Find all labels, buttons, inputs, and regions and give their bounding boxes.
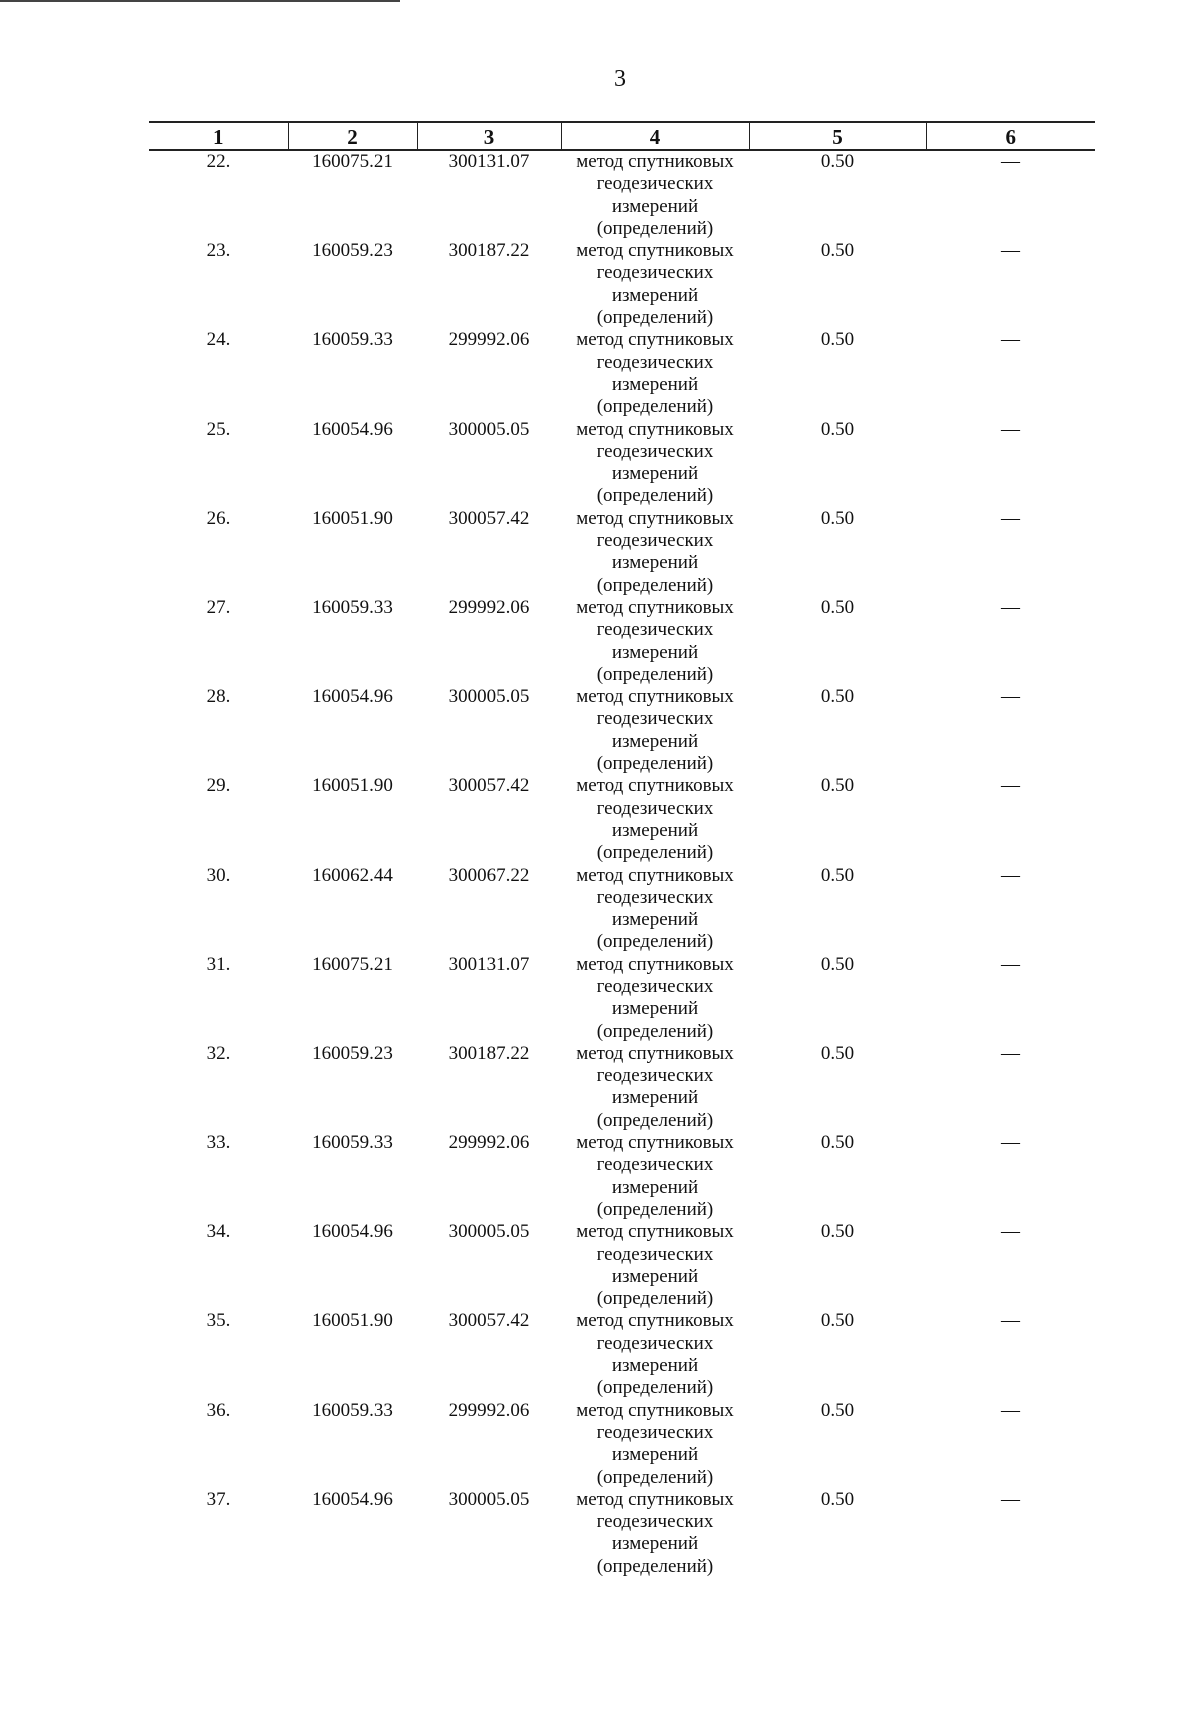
x-coordinate-cell: 160059.33 [312, 329, 393, 351]
table-row [149, 240, 1095, 329]
header-col-6: 6 [926, 122, 1095, 150]
point-number-cell: 28. [206, 686, 231, 708]
method-cell: метод спутниковых геодезических измерений (определений) [576, 1132, 734, 1220]
point-number-cell: 27. [206, 596, 231, 618]
method-cell: метод спутниковых геодезических измерений (определений) [576, 864, 734, 953]
point-number-cell: 30. [206, 864, 231, 886]
x-coordinate-cell: 160059.33 [312, 1132, 393, 1154]
note-cell: — [1001, 240, 1020, 262]
x-coordinate-cell: 160075.21 [312, 151, 393, 172]
method-cell: метод спутниковых геодезических измерений (определений) [576, 953, 734, 1042]
x-coordinate-cell: 160075.21 [312, 953, 393, 975]
note-cell: — [1001, 507, 1020, 529]
point-number-cell: 29. [206, 775, 231, 797]
y-coordinate-cell: 300005.05 [448, 686, 530, 708]
point-number-cell: 31. [206, 953, 231, 975]
y-coordinate-cell: 299992.06 [448, 1399, 530, 1421]
method-cell: метод спутниковых геодезических измерений (определений) [576, 1310, 734, 1399]
accuracy-cell: 0.50 [820, 1488, 855, 1510]
x-coordinate-cell: 160062.44 [312, 864, 393, 886]
method-cell: метод спутниковых геодезических измерений (определений) [576, 329, 734, 418]
y-coordinate-cell: 300057.42 [448, 775, 530, 797]
top-rule [0, 0, 400, 2]
accuracy-cell: 0.50 [820, 864, 855, 886]
accuracy-cell: 0.50 [820, 1132, 855, 1154]
note-cell: — [1001, 418, 1020, 440]
note-cell: — [1001, 686, 1020, 708]
x-coordinate-cell: 160051.90 [312, 507, 393, 529]
x-coordinate-cell: 160054.96 [312, 418, 393, 440]
y-coordinate-cell: 300187.22 [448, 1042, 530, 1064]
point-number-cell: 34. [206, 1221, 231, 1243]
coordinates-table [149, 121, 1095, 1578]
header-col-5: 5 [749, 122, 926, 150]
x-coordinate-cell: 160059.23 [312, 1042, 393, 1064]
y-coordinate-cell: 299992.06 [448, 1132, 530, 1154]
accuracy-cell: 0.50 [820, 1399, 855, 1421]
accuracy-cell: 0.50 [820, 1221, 855, 1243]
accuracy-cell: 0.50 [820, 329, 855, 351]
y-coordinate-cell: 300057.42 [448, 507, 530, 529]
table-row [149, 508, 1095, 597]
header-col-3: 3 [417, 122, 561, 150]
table-row [149, 1310, 1095, 1399]
table-row [149, 686, 1095, 775]
point-number-cell: 25. [206, 418, 231, 440]
table-row [149, 597, 1095, 686]
method-cell: метод спутниковых геодезических измерений (определений) [576, 1042, 734, 1131]
table-row [149, 865, 1095, 954]
point-number-cell: 22. [206, 151, 231, 172]
method-cell: метод спутниковых геодезических измерений (определений) [576, 686, 734, 775]
note-cell: — [1001, 775, 1020, 797]
y-coordinate-cell: 300005.05 [448, 418, 530, 440]
accuracy-cell: 0.50 [820, 418, 855, 440]
table-row [149, 1489, 1095, 1578]
y-coordinate-cell: 300131.07 [448, 953, 530, 975]
y-coordinate-cell: 300057.42 [448, 1310, 530, 1332]
point-number-cell: 36. [206, 1399, 231, 1421]
header-col-1: 1 [149, 122, 288, 150]
y-coordinate-cell: 299992.06 [448, 329, 530, 351]
x-coordinate-cell: 160054.96 [312, 1488, 393, 1510]
accuracy-cell: 0.50 [820, 507, 855, 529]
method-cell: метод спутниковых геодезических измерений (определений) [576, 418, 734, 507]
method-cell: метод спутниковых геодезических измерений (определений) [576, 507, 734, 596]
point-number-cell: 33. [206, 1132, 231, 1154]
y-coordinate-cell: 300005.05 [448, 1488, 530, 1510]
y-coordinate-cell: 300187.22 [448, 240, 530, 262]
accuracy-cell: 0.50 [820, 1310, 855, 1332]
table-row [149, 1400, 1095, 1489]
table-row [149, 775, 1095, 864]
method-cell: метод спутниковых геодезических измерений (определений) [576, 1399, 734, 1488]
method-cell: метод спутниковых геодезических измерений (определений) [576, 240, 734, 329]
table-body [149, 150, 1095, 1578]
note-cell: — [1001, 1488, 1020, 1510]
accuracy-cell: 0.50 [820, 596, 855, 618]
table-row [149, 419, 1095, 508]
accuracy-cell: 0.50 [820, 240, 855, 262]
method-cell: метод спутниковых геодезических измерений (определений) [576, 596, 734, 685]
accuracy-cell: 0.50 [820, 1042, 855, 1064]
note-cell: — [1001, 596, 1020, 618]
header-col-4: 4 [561, 122, 749, 150]
point-number-cell: 37. [206, 1488, 231, 1510]
note-cell: — [1001, 151, 1020, 172]
x-coordinate-cell: 160051.90 [312, 775, 393, 797]
accuracy-cell: 0.50 [820, 686, 855, 708]
point-number-cell: 24. [206, 329, 231, 351]
table-row [149, 1132, 1095, 1221]
x-coordinate-cell: 160059.23 [312, 240, 393, 262]
table-row [149, 1043, 1095, 1132]
accuracy-cell: 0.50 [820, 953, 855, 975]
note-cell: — [1001, 329, 1020, 351]
page-number: 3 [614, 66, 626, 92]
note-cell: — [1001, 1221, 1020, 1243]
method-cell: метод спутниковых геодезических измерений (определений) [576, 775, 734, 864]
note-cell: — [1001, 953, 1020, 975]
point-number-cell: 23. [206, 240, 231, 262]
y-coordinate-cell: 300131.07 [448, 151, 530, 172]
point-number-cell: 32. [206, 1042, 231, 1064]
header-col-2: 2 [288, 122, 417, 150]
x-coordinate-cell: 160051.90 [312, 1310, 393, 1332]
table-row [149, 329, 1095, 418]
point-number-cell: 26. [206, 507, 231, 529]
point-number-cell: 35. [206, 1310, 231, 1332]
accuracy-cell: 0.50 [820, 151, 855, 172]
y-coordinate-cell: 300005.05 [448, 1221, 530, 1243]
method-cell: метод спутниковых геодезических измерений (определений) [576, 1488, 734, 1577]
accuracy-cell: 0.50 [820, 775, 855, 797]
x-coordinate-cell: 160054.96 [312, 1221, 393, 1243]
note-cell: — [1001, 1132, 1020, 1154]
note-cell: — [1001, 1042, 1020, 1064]
method-cell: метод спутниковых геодезических измерений (определений) [576, 1221, 734, 1310]
table-row [149, 1221, 1095, 1310]
x-coordinate-cell: 160059.33 [312, 596, 393, 618]
y-coordinate-cell: 300067.22 [448, 864, 530, 886]
method-cell: метод спутниковых геодезических измерений (определений) [576, 151, 734, 239]
note-cell: — [1001, 1310, 1020, 1332]
table-row [149, 954, 1095, 1043]
note-cell: — [1001, 864, 1020, 886]
x-coordinate-cell: 160059.33 [312, 1399, 393, 1421]
header-row [149, 122, 1095, 150]
y-coordinate-cell: 299992.06 [448, 596, 530, 618]
table-header [149, 122, 1095, 150]
x-coordinate-cell: 160054.96 [312, 686, 393, 708]
note-cell: — [1001, 1399, 1020, 1421]
table-row [149, 150, 1095, 240]
